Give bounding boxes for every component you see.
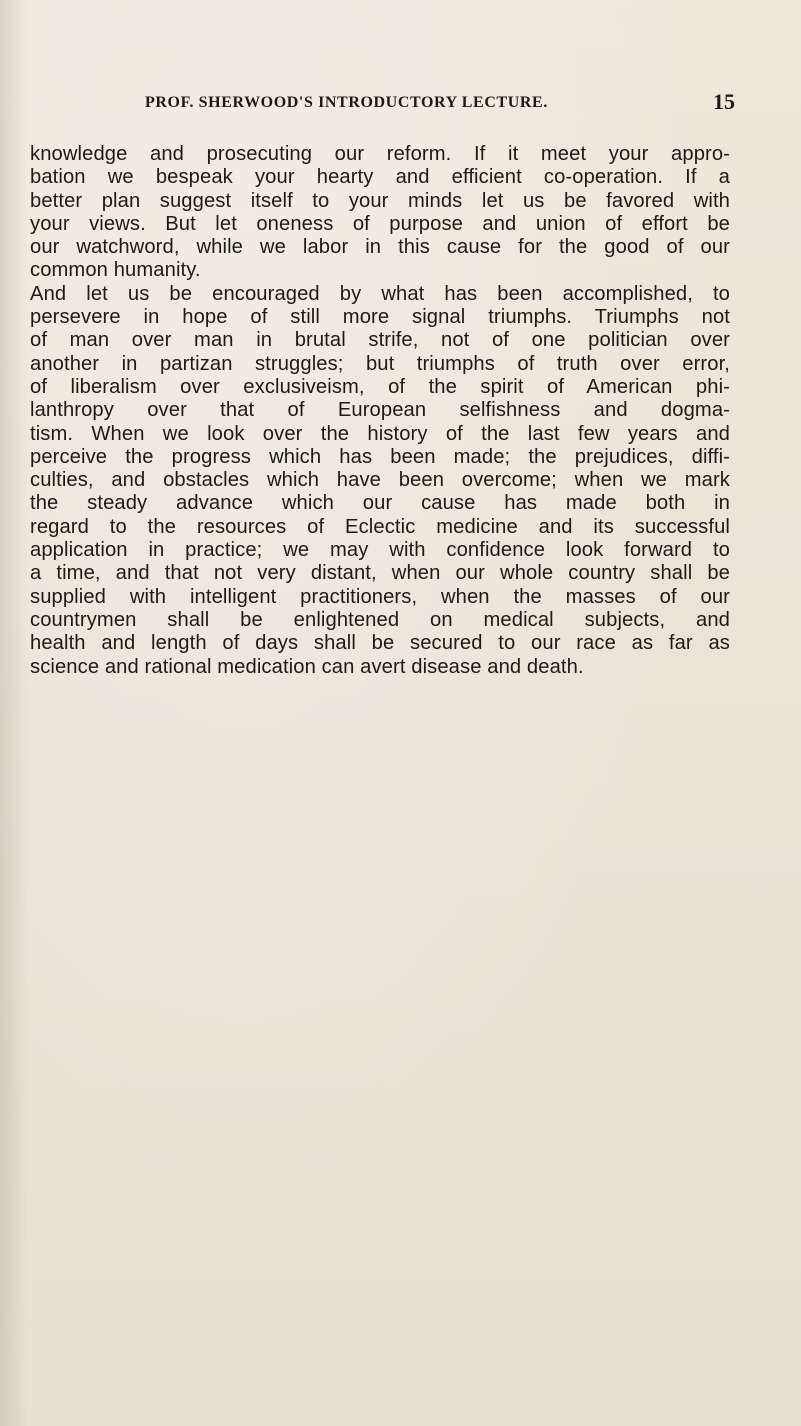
text-line: supplied with intelligent practitioners, when the masses of our	[30, 585, 730, 608]
page-edge-shadow	[0, 0, 28, 1426]
text-line: of liberalism over exclusiveism, of the spirit of American phi-	[30, 375, 730, 398]
text-line: your views. But let oneness of purpose and union of effort be	[30, 212, 730, 235]
text-line: countrymen shall be enlightened on medical subjects, and	[30, 608, 730, 631]
page-header	[145, 89, 735, 119]
text-line: of man over man in brutal strife, not of one politician over	[30, 329, 730, 352]
text-line: regard to the resources of Eclectic medicine and its successful	[30, 515, 730, 538]
text-line: culties, and obstacles which have been overcome; when we mark	[30, 469, 730, 492]
text-line: persevere in hope of still more signal triumphs. Triumphs not	[30, 306, 730, 329]
running-head: PROF. SHERWOOD'S INTRODUCTORY LECTURE.	[145, 94, 548, 111]
text-line: the steady advance which our cause has made both in	[30, 492, 730, 515]
page-number: 15	[713, 89, 735, 114]
text-line: better plan suggest itself to your minds let us be favored with	[30, 189, 730, 212]
text-line: health and length of days shall be secured to our race as far as	[30, 632, 730, 655]
body-text	[30, 143, 730, 679]
text-line: tism. When we look over the history of the last few years and	[30, 422, 730, 445]
text-line: another in partizan struggles; but triumphs of truth over error,	[30, 352, 730, 375]
text-line: common humanity.	[30, 259, 201, 282]
text-line: science and rational medication can avert disease and death.	[30, 655, 584, 678]
text-line: application in practice; we may with confidence look forward to	[30, 539, 730, 562]
text-line: our watchword, while we labor in this cause for the good of our	[30, 236, 730, 259]
text-line: And let us be encouraged by what has been accomplished, to	[30, 282, 730, 305]
text-line: bation we bespeak your hearty and efficient co-operation. If a	[30, 166, 730, 189]
text-line: knowledge and prosecuting our reform. If it meet your appro-	[30, 143, 730, 165]
text-line: a time, and that not very distant, when our whole country shall be	[30, 562, 730, 585]
text-line: lanthropy over that of European selfishness and dogma-	[30, 399, 730, 422]
text-line: perceive the progress which has been made; the prejudices, diffi-	[30, 445, 730, 468]
